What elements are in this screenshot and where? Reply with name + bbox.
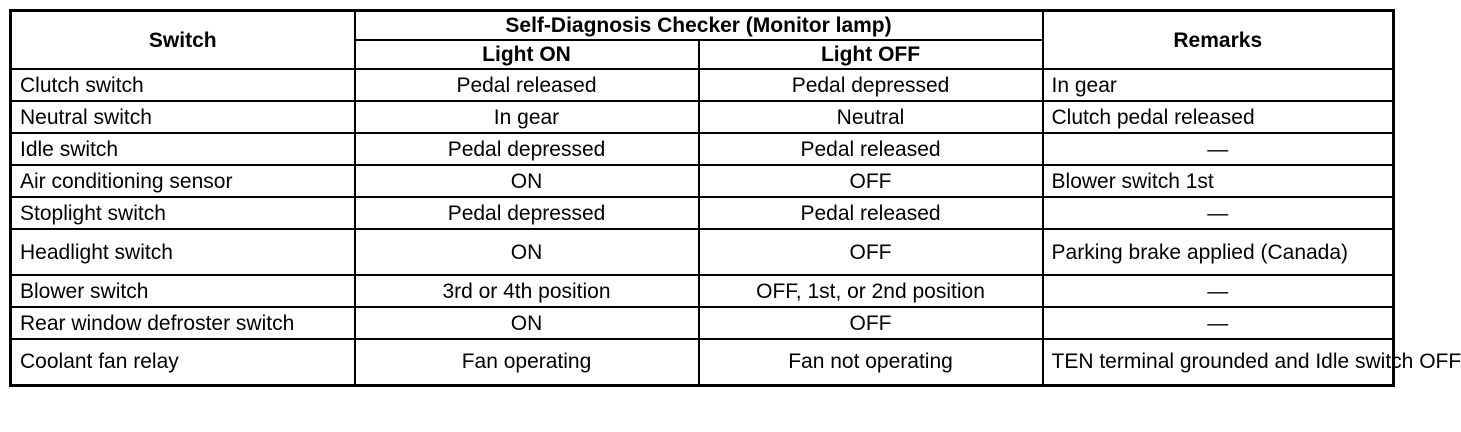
cell-light-off: Fan not operating	[699, 339, 1043, 385]
cell-light-off: Pedal depressed	[699, 69, 1043, 101]
header-light-off: Light OFF	[699, 40, 1043, 69]
table-row	[11, 165, 1394, 197]
header-switch: Switch	[11, 11, 355, 70]
cell-light-on: ON	[355, 229, 699, 275]
table-row	[11, 197, 1394, 229]
cell-light-on: Pedal depressed	[355, 133, 699, 165]
table-row	[11, 229, 1394, 275]
cell-light-on: Pedal released	[355, 69, 699, 101]
cell-switch: Coolant fan relay	[11, 339, 355, 385]
cell-switch: Stoplight switch	[11, 197, 355, 229]
cell-light-on: Fan operating	[355, 339, 699, 385]
header-remarks: Remarks	[1043, 11, 1394, 70]
cell-remarks: —	[1043, 307, 1394, 339]
cell-remarks: —	[1043, 133, 1394, 165]
remarks-multiline: Parking brake applied (Canada)	[1051, 240, 1349, 264]
table-row	[11, 69, 1394, 101]
cell-light-off: Neutral	[699, 101, 1043, 133]
cell-light-off: Pedal released	[699, 133, 1043, 165]
cell-switch: Blower switch	[11, 275, 355, 307]
table-row	[11, 101, 1394, 133]
cell-switch: Clutch switch	[11, 69, 355, 101]
cell-light-off: Pedal released	[699, 197, 1043, 229]
cell-remarks: Blower switch 1st	[1043, 165, 1394, 197]
cell-remarks: —	[1043, 275, 1394, 307]
diagnosis-table	[9, 9, 1461, 387]
cell-light-off: OFF	[699, 165, 1043, 197]
cell-remarks	[1043, 229, 1394, 275]
cell-switch: Headlight switch	[11, 229, 355, 275]
cell-light-off: OFF, 1st, or 2nd position	[699, 275, 1043, 307]
cell-light-off: OFF	[699, 229, 1043, 275]
table-row	[11, 339, 1394, 385]
cell-light-on: Pedal depressed	[355, 197, 699, 229]
header-light-on: Light ON	[355, 40, 699, 69]
cell-light-off: OFF	[699, 307, 1043, 339]
cell-light-on: In gear	[355, 101, 699, 133]
cell-switch: Air conditioning sensor	[11, 165, 355, 197]
cell-light-on: ON	[355, 307, 699, 339]
cell-light-on: 3rd or 4th position	[355, 275, 699, 307]
cell-switch: Idle switch	[11, 133, 355, 165]
table-row	[11, 307, 1394, 339]
table-row	[11, 275, 1394, 307]
cell-light-on: ON	[355, 165, 699, 197]
cell-switch: Rear window defroster switch	[11, 307, 355, 339]
header-checker-group: Self-Diagnosis Checker (Monitor lamp)	[355, 11, 1043, 41]
header-row-top	[11, 11, 1394, 41]
cell-switch: Neutral switch	[11, 101, 355, 133]
cell-remarks: In gear	[1043, 69, 1394, 101]
table-row	[11, 133, 1394, 165]
cell-remarks: —	[1043, 197, 1394, 229]
remarks-multiline: TEN terminal grounded and Idle switch OFF	[1051, 350, 1461, 374]
cell-remarks: Clutch pedal released	[1043, 101, 1394, 133]
cell-remarks	[1043, 339, 1461, 385]
